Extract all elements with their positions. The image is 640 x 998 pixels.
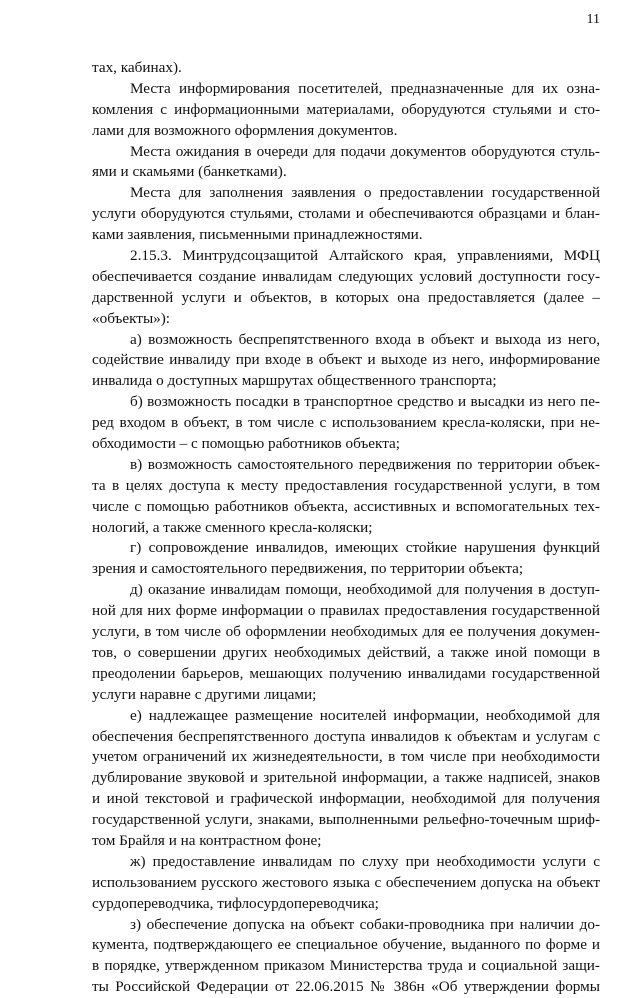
text-line: нологий, а также сменного кресла-коляски; [92, 518, 373, 536]
body-text [92, 58, 600, 998]
text-line: услуги наравне с другими лицами; [92, 685, 317, 703]
text-line: обеспечивается создание инвалидам следующих условий доступности госу- [92, 267, 600, 285]
text-line: Места информирования посетителей, предназначенные для их озна- [130, 79, 600, 97]
text-line: та в целях доступа к месту предоставления государственной услуги, в том [92, 476, 600, 494]
text-line: инвалида о доступных маршрутах общественного транспорта; [92, 372, 497, 390]
text-line: ж) предоставление инвалидам по слуху при необходимости услуги с [130, 852, 600, 870]
text-line: комления с информационными материалами, оборудуются стульями и сто- [92, 100, 600, 118]
text-line: использованием русского жестового языка с обеспечением допуска на объект [92, 873, 600, 891]
text-line: обходимости – с помощью работников объекта; [92, 435, 400, 453]
page-number: 11 [586, 12, 600, 27]
text-line: б) возможность посадки в транспортное средство и высадки из него пе- [130, 393, 600, 411]
text-line: дарственной услуги и объектов, в которых она предоставляется (далее – [92, 288, 600, 306]
text-line: 2.15.3. Минтрудсоцзащитой Алтайского края, управлениями, МФЦ [130, 247, 600, 265]
text-line: а) возможность беспрепятственного входа в объект и выхода из него, [130, 330, 600, 348]
text-line: в порядке, утвержденном приказом Министерства труда и социальной защи- [92, 957, 600, 975]
text-line: в) возможность самостоятельного передвижения по территории объек- [130, 455, 600, 473]
text-line: з) обеспечение допуска на объект собаки-проводника при наличии до- [130, 915, 600, 933]
text-line: лами для возможного оформления документов. [92, 121, 398, 139]
text-line: г) сопровождение инвалидов, имеющих стойкие нарушения функций [130, 539, 600, 557]
text-line: «объекты»): [92, 309, 171, 327]
text-line: услуги, в том числе об оформлении необходимых для ее получения докумен- [92, 623, 600, 641]
text-line: е) надлежащее размещение носителей информации, необходимой для [130, 706, 600, 724]
text-line: кумента, подтверждающего ее специальное обучение, выданного по форме и [92, 936, 600, 954]
text-line: ты Российской Федерации от 22.06.2015 № 386н «Об утверждении формы [92, 978, 600, 996]
text-line: дублирование звуковой и зрительной информации, а также надписей, знаков [92, 769, 600, 787]
text-line: сурдопереводчика, тифлосурдопереводчика; [92, 894, 379, 912]
text-line: государственной услуги, знаками, выполненными рельефно-точечным шриф- [92, 811, 600, 829]
text-line: том Брайля и на контрастном фоне; [92, 831, 322, 849]
text-line: услуги оборудуются стульями, столами и обеспечиваются образцами и блан- [92, 205, 600, 223]
text-line: числе с помощью работников объекта, ассистивных и вспомогательных тех- [92, 497, 600, 515]
text-line: ной для них форме информации о правилах предоставления государственной [92, 602, 600, 620]
text-line: Места ожидания в очереди для подачи документов оборудуются стуль- [130, 142, 600, 160]
text-line: зрения и самостоятельного передвижения, по территории объекта; [92, 560, 524, 578]
text-line: Места для заполнения заявления о предоставлении государственной [130, 184, 600, 202]
text-line: и иной текстовой и графической информации, необходимой для получения [92, 790, 600, 808]
text-line: ками заявления, письменными принадлежностями. [92, 226, 423, 244]
text-line: содействие инвалиду при входе в объект и выходе из него, информирование [92, 351, 600, 369]
text-line: ред входом в объект, в том числе с использованием кресла-коляски, при не- [92, 414, 600, 432]
text-line: тах, кабинах). [92, 59, 182, 76]
text-line: обеспечения беспрепятственного доступа инвалидов к объектам и услугам с [92, 727, 600, 745]
text-line: д) оказание инвалидам помощи, необходимой для получения в доступ- [130, 581, 600, 599]
text-line: преодолении барьеров, мешающих получению инвалидами государственной [92, 664, 600, 682]
text-line: учетом ограничений их жизнедеятельности, в том числе при необходимости [92, 748, 600, 766]
text-line: ями и скамьями (банкетками). [92, 163, 287, 181]
text-line: тов, о совершении других необходимых действий, а также иной помощи в [92, 643, 600, 661]
